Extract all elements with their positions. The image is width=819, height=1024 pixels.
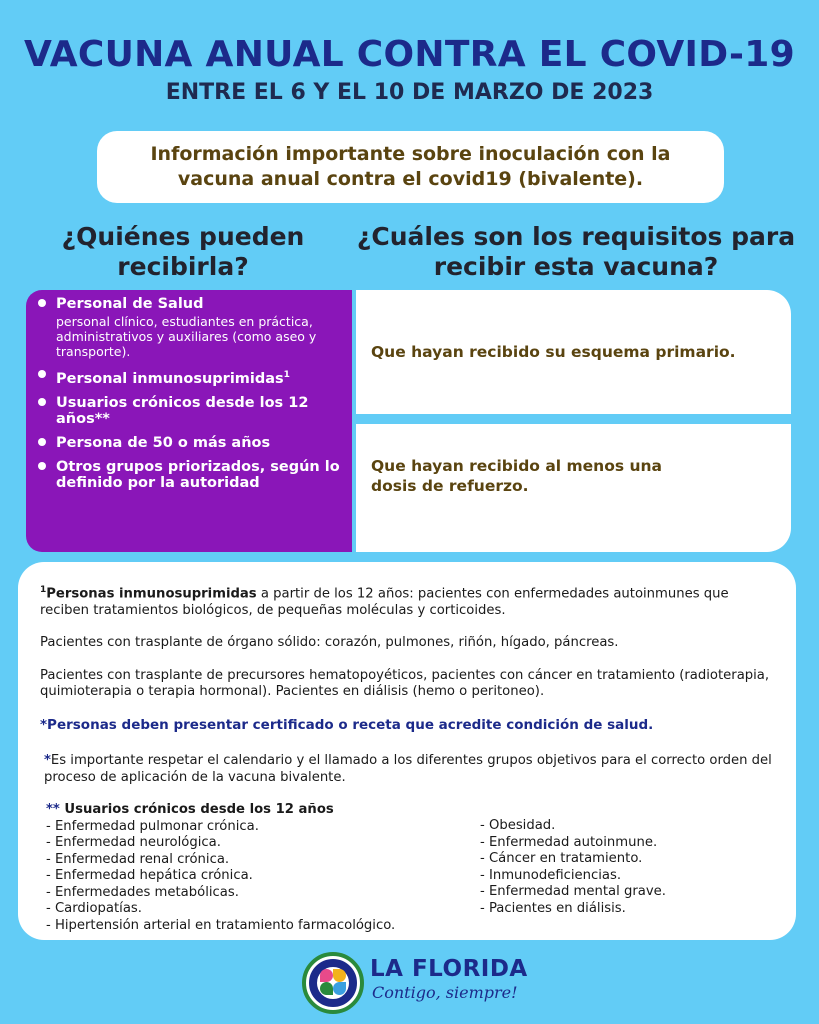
who-item-chronic (38, 395, 340, 427)
chronic-list-item: - Hipertensión arterial en tratamiento farmacológico. (46, 917, 396, 933)
requirement-primary-scheme (356, 290, 791, 414)
who-heading: ¿Quiénes pueden recibirla? (61, 222, 305, 281)
chronic-list-item: - Obesidad. (480, 818, 556, 834)
details-panel (18, 562, 796, 940)
footnote-mark: 1 (283, 370, 290, 380)
chronic-heading: ** Usuarios crónicos desde los 12 años (46, 802, 334, 818)
requirement-text: Que hayan recibido su esquema primario. (371, 343, 736, 361)
chronic-list-item: - Enfermedad autoinmune. (480, 834, 658, 850)
chronic-list (40, 802, 780, 934)
bullet-icon (38, 438, 46, 446)
details-transplant: Pacientes con trasplante de órgano sólido: corazón, pulmones, riñón, hígado, páncreas. (40, 635, 619, 651)
chronic-list-item: - Cáncer en tratamiento. (480, 851, 643, 867)
chronic-list-item: - Cardiopatías. (46, 901, 142, 917)
bullet-icon (38, 299, 46, 307)
details-certificate-note: *Personas deben presentar certificado o receta que acredite condición de salud. (40, 716, 654, 733)
chronic-list-item: - Inmunodeficiencias. (480, 867, 622, 883)
who-item-desc: personal clínico, estudiantes en práctica, administrativos y auxiliares (como aseo y transporte). (56, 314, 317, 359)
who-item-title: Personal de Salud (56, 296, 204, 312)
who-item-title: Persona de 50 o más años (56, 434, 271, 451)
page-title: VACUNA ANUAL CONTRA EL COVID-19 (24, 34, 795, 75)
chronic-list-item: - Pacientes en diálisis. (480, 900, 626, 916)
who-item-other-groups (38, 459, 340, 491)
who-panel (26, 290, 352, 552)
who-item-title: Personal inmunosuprimidas$^1$ (56, 370, 290, 387)
bullet-icon (38, 398, 46, 406)
requirements-heading: ¿Cuáles son los requisitos para recibir esta vacuna? (356, 222, 796, 281)
who-item-title: Otros grupos priorizados, según lo definido por la autoridad (56, 458, 340, 491)
brand-name: LA FLORIDA (370, 956, 528, 982)
details-hematopoietic: Pacientes con trasplante de precursores hematopoyéticos, pacientes con cáncer en tratamiento (radioterapia, quimioterapia o terapia hormonal). Pacientes en diálisis (hemo o peritoneo). (40, 667, 770, 700)
chronic-list-left (40, 802, 480, 934)
chronic-list-item: - Enfermedad renal crónica. (46, 851, 230, 867)
who-item-over-50 (38, 435, 340, 451)
details-calendar-note: *Es importante respetar el calendario y el llamado a los diferentes grupos objetivos para el correcto orden del proceso de aplicación de la vacuna bivalente. (44, 753, 772, 785)
requirement-booster (356, 424, 791, 552)
requirement-text: Que hayan recibido al menos una dosis de refuerzo. (371, 457, 663, 495)
info-text: Información importante sobre inoculación con la vacuna anual contra el covid19 (bivalente). (150, 143, 671, 190)
who-item-immunosuppressed (38, 367, 340, 387)
info-banner (97, 131, 724, 203)
chronic-list-item: - Enfermedad mental grave. (480, 884, 666, 900)
chronic-left-items (46, 819, 480, 935)
chronic-list-item: - Enfermedad pulmonar crónica. (46, 818, 259, 834)
chronic-list-item: - Enfermedad neurológica. (46, 835, 221, 851)
chronic-list-right (480, 802, 780, 934)
brand-slogan: Contigo, siempre! (372, 983, 518, 1002)
details-immunosuppressed: $^1$Personas inmunosuprimidas a partir de los 12 años: pacientes con enfermedades autoinmunes que reciben tratamientos biológicos, de pequeñas moléculas y corticoides. (40, 585, 729, 618)
chronic-list-item: - Enfermedades metabólicas. (46, 884, 239, 900)
page-subtitle: ENTRE EL 6 Y EL 10 DE MARZO DE 2023 (165, 80, 654, 105)
la-florida-logo-icon (302, 952, 364, 1014)
who-item-health-staff (38, 296, 340, 359)
bullet-icon (38, 462, 46, 470)
chronic-list-item: - Enfermedad hepática crónica. (46, 868, 253, 884)
bullet-icon (38, 370, 46, 378)
who-item-title: Usuarios crónicos desde los 12 años** (56, 394, 309, 427)
